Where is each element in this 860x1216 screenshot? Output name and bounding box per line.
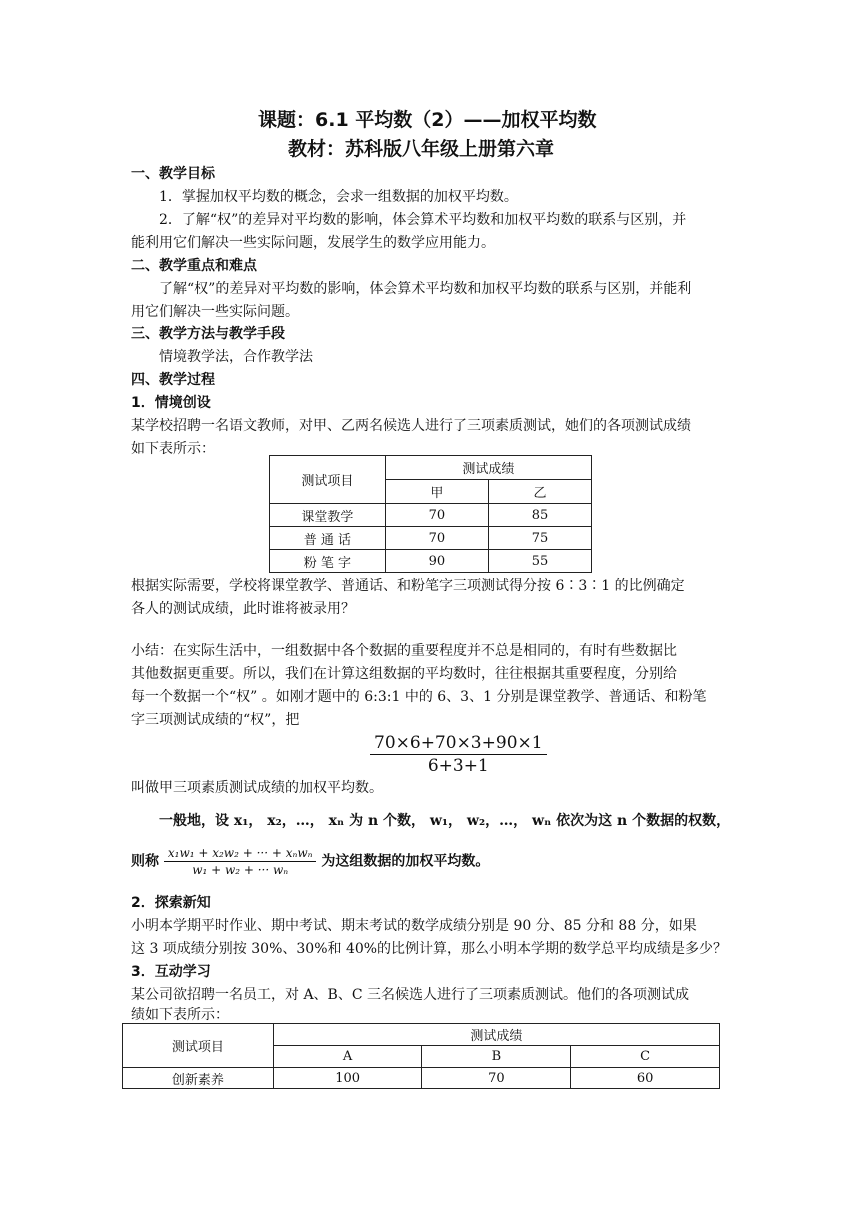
explore-line1: 小明本学期平时作业、期中考试、期末考试的数学成绩分别是 90 分、85 分和 88 分，如果	[131, 918, 697, 934]
page-subtitle: 教材：苏科版八年级上册第六章	[288, 138, 555, 160]
definition-denominator: w₁ + w₂ + ··· wₙ	[192, 863, 289, 877]
table-header-scores: 测试成绩	[273, 1024, 719, 1046]
table-cell: 55	[488, 550, 591, 573]
summary-line2: 其他数据更重要。所以，我们在计算这组数据的平均数时，往往根据其重要程度，分别给	[131, 666, 677, 682]
methods-line1: 情境教学法，合作教学法	[159, 349, 313, 365]
formula-numerator: 70×6+70×3+90×1	[370, 732, 547, 755]
definition-line1: 一般地，设 x₁， x₂，…， xₙ 为 n 个数， w₁， w₂，…， wₙ 依次为这 n 个数据的权数，	[159, 813, 731, 829]
table-header-item: 测试项目	[123, 1024, 274, 1068]
summary-line1: 小结：在实际生活中，一组数据中各个数据的重要程度并不总是相同的，有时有些数据比	[131, 643, 677, 659]
table-header-item: 测试项目	[270, 456, 386, 504]
table-row-label: 课堂教学	[270, 504, 386, 527]
scenario-intro-line1: 某学校招聘一名语文教师，对甲、乙两名候选人进行了三项素质测试，她们的各项测试成绩	[131, 418, 691, 434]
table-cell: 70	[385, 527, 488, 550]
table-cell: 60	[571, 1068, 720, 1089]
score-table-1	[269, 455, 592, 573]
summary-line4: 字三项测试成绩的“权”，把	[131, 712, 300, 728]
table-header-candidate: B	[422, 1046, 571, 1068]
definition-numerator: x₁w₁ + x₂w₂ + ··· + xₙwₙ	[164, 845, 317, 862]
objective-item-2-line2: 能利用它们解决一些实际问题，发展学生的数学应用能力。	[131, 235, 495, 251]
scenario-intro-line2: 如下表所示：	[131, 441, 215, 457]
table-cell: 70	[422, 1068, 571, 1089]
page-title: 课题：6.1 平均数（2）——加权平均数	[258, 109, 597, 131]
section-heading-key-points: 二、教学重点和难点	[131, 258, 257, 274]
summary-line3: 每一个数据一个“权” 。如刚才题中的 6:3:1 中的 6、3、1 分别是课堂教学、普通话、和粉笔	[131, 689, 707, 705]
formula-caption: 叫做甲三项素质测试成绩的加权平均数。	[131, 780, 383, 796]
interactive-line2: 绩如下表所示：	[131, 1007, 229, 1023]
scenario-after-line1: 根据实际需要，学校将课堂教学、普通话、和粉笔字三项测试得分按 6∶3∶1 的比例确定	[131, 578, 685, 594]
table-row-label: 创新素养	[123, 1068, 274, 1089]
table-header-candidate: 甲	[385, 480, 488, 504]
table-cell: 70	[385, 504, 488, 527]
table-header-candidate: A	[273, 1046, 422, 1068]
section-heading-process: 四、教学过程	[131, 372, 215, 388]
table-row-label: 普 通 话	[270, 527, 386, 550]
table-cell: 75	[488, 527, 591, 550]
explore-line2: 这 3 项成绩分别按 30%、30%和 40%的比例计算，那么小明本学期的数学总平均成绩是多少？	[131, 941, 728, 957]
table-cell: 100	[273, 1068, 422, 1089]
definition-suffix: 为这组数据的加权平均数。	[321, 853, 490, 870]
table-header-candidate: 乙	[488, 480, 591, 504]
subsection-heading-interactive: 3．互动学习	[131, 964, 211, 980]
table-cell: 85	[488, 504, 591, 527]
objective-item-2-line1: 2．了解“权”的差异对平均数的影响，体会算术平均数和加权平均数的联系与区别，并	[159, 212, 687, 228]
weighted-mean-formula	[370, 732, 547, 777]
table-header-candidate: C	[571, 1046, 720, 1068]
objective-item-1: 1．掌握加权平均数的概念，会求一组数据的加权平均数。	[159, 189, 518, 205]
subsection-heading-scenario: 1．情境创设	[131, 395, 211, 411]
interactive-line1: 某公司欲招聘一名员工，对 A、B、C 三名候选人进行了三项素质测试。他们的各项测试成	[131, 987, 690, 1003]
score-table-2	[122, 1023, 720, 1089]
table-cell: 90	[385, 550, 488, 573]
table-row-label: 粉 笔 字	[270, 550, 386, 573]
section-heading-methods: 三、教学方法与教学手段	[131, 326, 285, 342]
definition-prefix: 则称	[131, 853, 159, 870]
section-heading-objectives: 一、教学目标	[131, 166, 215, 182]
scenario-after-line2: 各人的测试成绩，此时谁将被录用？	[131, 601, 355, 617]
key-points-line2: 用它们解决一些实际问题。	[131, 304, 299, 320]
table-header-scores: 测试成绩	[385, 456, 591, 480]
key-points-line1: 了解“权”的差异对平均数的影响，体会算术平均数和加权平均数的联系与区别，并能利	[159, 281, 692, 297]
definition-line2	[131, 845, 489, 878]
formula-denominator: 6+3+1	[427, 756, 489, 776]
subsection-heading-explore: 2．探索新知	[131, 895, 211, 911]
